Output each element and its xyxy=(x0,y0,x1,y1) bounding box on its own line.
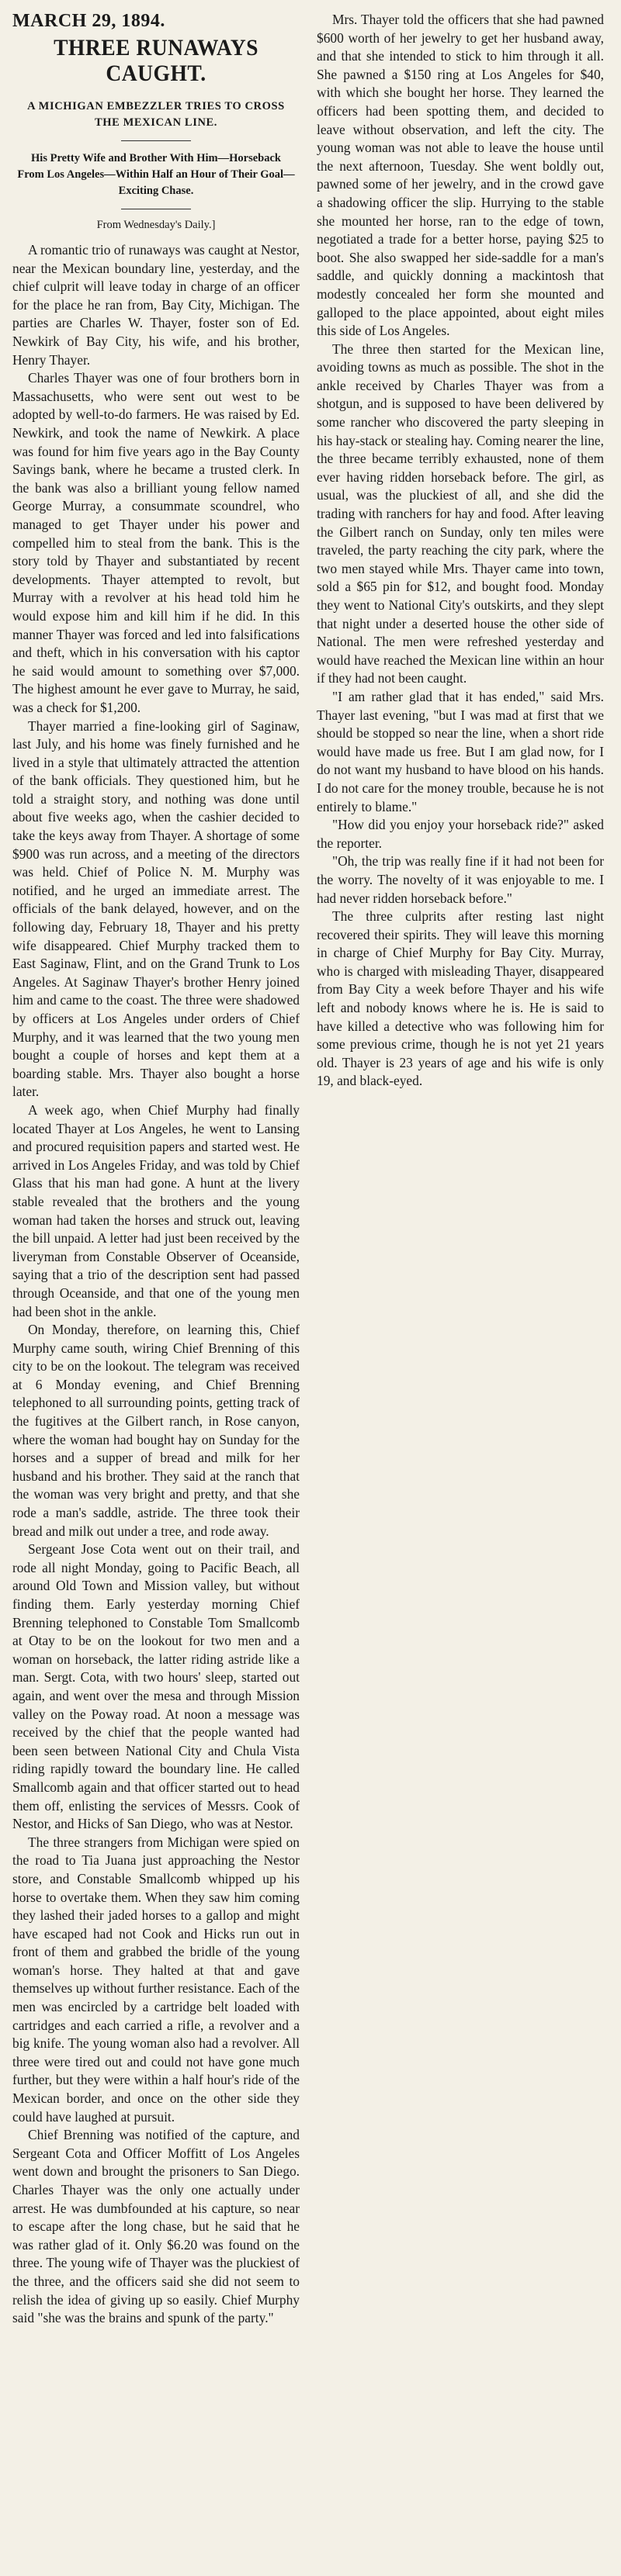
subdeck: His Pretty Wife and Brother With Him—Horseback From Los Angeles—Within Half an Hour of Their Goal—Exciting Chase. xyxy=(17,152,295,198)
article-paragraph: "Oh, the trip was really fine if it had not been for the worry. The novelty of it was enjoyable to me. I had never ridden horseback before." xyxy=(317,853,604,906)
article-paragraph: "I am rather glad that it has ended," said Mrs. Thayer last evening, "but I was mad at first that we should be stopped so near the line, when a short ride would have made us free. But I am glad now, for I do not want my husband to have blood on his hands. I do not care for the money trouble, because he is not entirely to blame." xyxy=(317,688,604,814)
article-paragraph: The three culprits after resting last night recovered their spirits. They will leave this morning in charge of Chief Murphy for Bay City. Murray, who is charged with misleading Thayer, disappeared from Bay City a week before Thayer and his wife left and nobody knows where he is. He is said to have killed a detective who was following him for some previous crime, though he is not yet 21 years old. Thayer is 23 years of age and his wife is only 19, and black-eyed. xyxy=(317,908,604,1089)
article-paragraph: Sergeant Jose Cota went out on their trail, and rode all night Monday, going to Pacific Beach, all around Old Town and Mission valley, but without finding them. Early yesterday morning Chief Brenning telephoned to Constable Tom Smallcomb at Otay to be on the lookout for two men and a woman on horseback, the latter riding astride like a man. Sergt. Cota, with two hours' sleep, started out again, and went over the mesa and through Mission valley on the Poway road. At noon a message was received by the chief that the people wanted had been seen between National City and Chula Vista riding rapidly toward the boundary line. He called Smallcomb again and that officer started out to head them off, enlisting the services of Messrs. Cook of Nestor, and Hicks of San Diego, who was at Nestor. xyxy=(12,1541,300,1832)
column-right xyxy=(317,11,604,2576)
headline: THREE RUNAWAYS CAUGHT. xyxy=(54,35,258,86)
article-paragraph: A week ago, when Chief Murphy had finally located Thayer at Los Angeles, he went to Lansing and procured requisition papers and started west. He arrived in Los Angeles Friday, and was told by Chief Glass that his man had gone. A hunt at the livery stable revealed that the brothers and the young woman had taken the horses and struck out, leaving the bill unpaid. A letter had just been received by the liveryman from Constable Observer of Oceanside, saying that a trio of the description sent had passed through Oceanside, and that one of the young men had been shot in the ankle. xyxy=(12,1101,300,1319)
article-paragraph: A romantic trio of runaways was caught at Nestor, near the Mexican boundary line, yesterday, and the chief culprit will leave today in charge of an officer for the place he ran from, Bay City, Michigan. The parties are Charles W. Thayer, foster son of Ed. Newkirk of Bay City, his wife, and his brother, Henry Thayer. xyxy=(12,242,300,368)
divider-rule xyxy=(121,140,191,141)
article-paragraph: Charles Thayer was one of four brothers born in Massachusetts, who were sent out west to be adopted by well-to-do farmers. He was raised by Ed. Newkirk, and took the name of Newkirk. A place was found for him five years ago in the Bay County Savings bank, where he became a trusted clerk. In the bank was also a brilliant young fellow named George Murray, a consummate scoundrel, who managed to get Thayer under his power and compelled him to steal from the bank. This is the story told by Thayer and substantiated by recent developments. Thayer attempted to revolt, but Murray with a revolver at his head told him he would expose him and kill him if he did. In this manner Thayer was forced and led into falsifications and theft, which in his conversation with his captor he said would amount to something over $7,000. The highest amount he ever gave to Murray, he said, was a check for $1,200. xyxy=(12,370,300,715)
source-note: From Wednesday's Daily.] xyxy=(96,219,216,232)
article-paragraph: Thayer married a fine-looking girl of Saginaw, last July, and his home was finely furnished and he lived in a style that ultimately attracted the attention of the bank officials. They questioned him, but he told a straight story, and nothing was done until about five weeks ago, when the cashier decided to take the keys away from Thayer. A shortage of some $900 was run across, and a meeting of the directors was held. Chief of Police N. M. Murphy was notified, and he urged an immediate arrest. The officials of the bank delayed, however, and on the following day, February 18, Thayer and his pretty wife disappeared. Chief Murphy tracked them to East Saginaw, Flint, and on the Grand Trunk to Los Angeles. At Saginaw Thayer's brother Henry joined him and came to the coast. The three were shadowed by officers at Los Angeles under orders of Chief Murphy, and it was learned that the two young men bought a couple of horses and kept them at a boarding stable. Mrs. Thayer also bought a horse later. xyxy=(12,717,300,1100)
column-left xyxy=(12,11,300,2576)
article-paragraph: On Monday, therefore, on learning this, Chief Murphy came south, wiring Chief Brenning of this city to be on the lookout. The telegram was received at 6 Monday evening, and Chief Brenning telephoned to all surrounding points, getting track of the fugitives at the Gilbert ranch, in Rose canyon, where the woman had bought hay on Sunday for the horses and a supper of bread and milk for her husband and his brother. They said at the ranch that the woman was very bright and pretty, and that she rode a man's saddle, astride. The three took their bread and milk out under a tree, and rode away. xyxy=(12,1322,300,1539)
article-paragraph: "How did you enjoy your horseback ride?" asked the reporter. xyxy=(317,817,604,851)
article-paragraph: The three then started for the Mexican line, avoiding towns as much as possible. The shot in the ankle received by Charles Thayer was from a shotgun, and is supposed to have been delivered by some rancher who discovered the party sleeping in his hay-stack or stealing hay. Coming nearer the line, the three became terribly exhausted, none of them ever having ridden horseback before. The girl, as usual, was the pluckiest of all, and she did the trading with ranchers for hay and food. After leaving the Gilbert ranch on Sunday, only ten miles were traveled, the party reaching the city park, where the two men stayed while Mrs. Thayer came into town, sold a $65 pin for $12, and bought food. Monday they went to National City's outskirts, and they slept that night under a deserted house the other side of National. The men were refreshed yesterday and would have reached the Mexican line within an hour if they had not been caught. xyxy=(317,341,604,686)
deck: A MICHIGAN EMBEZZLER TRIES TO CROSS THE MEXICAN LINE. xyxy=(27,100,285,130)
article-paragraph: Chief Brenning was notified of the capture, and Sergeant Cota and Officer Moffitt of Los Angeles went down and brought the prisoners to San Diego. Charles Thayer was the only one actually under arrest. He was dumbfounded at his capture, so near to escape after the long chase, but he said that he was rather glad of it. Only $6.20 was found on the three. The young wife of Thayer was the pluckiest of the three, and the officers said she did not seem to relish the idea of giving up so easily. Chief Murphy said "she was the brains and spunk of the party." xyxy=(12,2127,300,2326)
article-paragraph: Mrs. Thayer told the officers that she had pawned $600 worth of her jewelry to get her husband away, and that she intended to stick to him through it all. She pawned a $150 ring at Los Angeles for $40, with which she bought her horse. They learned the officers had been spotting them, and decided to leave without observation, and left the city. The young woman was not able to leave the house until the next afternoon, Tuesday. She went boldly out, pawned some of her jewelry, and in the crowd gave a shadowing officer the slip. Hurrying to the stable she mounted her horse, ran to the edge of town, negotiated a trade for a better horse, paying $25 to boot. She also swapped her side-saddle for a man's saddle, and quickly donning a mackintosh that modestly concealed her form she mounted and galloped to the place appointed, about eight miles this side of Los Angeles. xyxy=(317,12,604,339)
dateline: MARCH 29, 1894. xyxy=(12,11,165,31)
article-paragraph: The three strangers from Michigan were spied on the road to Tia Juana just approaching the Nestor store, and Constable Smallcomb whipped up his horse to overtake them. When they saw him coming they lashed their jaded horses to a gallop and might have escaped had not Cook and Hicks run out in front of them and grabbed the bridle of the young woman's horse. They halted at that and gave themselves up without further resistance. Each of the men was encircled by a cartridge belt loaded with cartridges and each carried a rifle, a revolver and a big knife. The young woman also had a revolver. All three were tired out and could not have gone much further, but they were within a half hour's ride of the Mexican border, and once on the other side they could have laughed at pursuit. xyxy=(12,1834,300,2125)
